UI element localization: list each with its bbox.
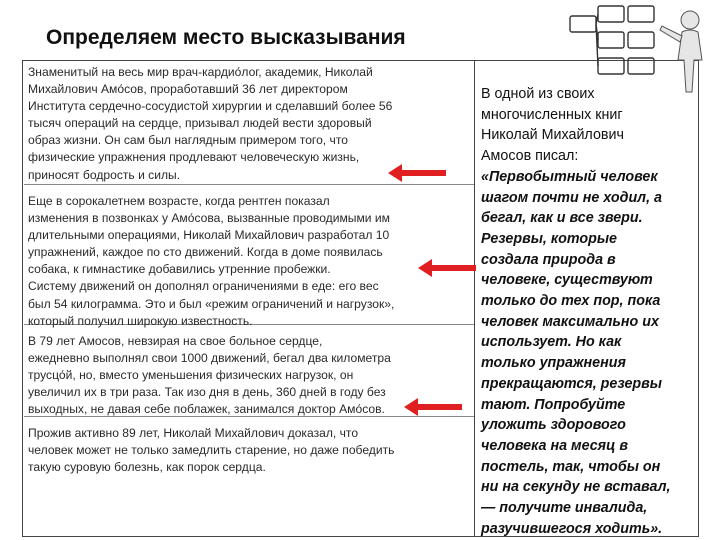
amosov-quote: «Первобытный человек шагом почти не ходил, а бегал, как и все звери. Резервы, которые создала природа в человеке, существуют только до тех пор, пока человек максимально их использует. Но как только упражнения прекращаются, резервы тают. Попробуйте уложить здорового человека на месяц в постель, так, чтобы он ни на секунду не вставал, — получите инвалида, разучившегося ходить». xyxy=(481,168,671,537)
paragraph-3-text: В 79 лет Амосов, невзирая на свое больное сердце, ежедневно выполнял свои 1000 движений, бегал два километра трусцо́й, но, вместо уменьшения физических нагрузок, он увеличил их в три раза. Так изо дня в день, 360 дней в году без выходных, не давая себе поблажек, занимался доктор Амо́сов. xyxy=(28,334,391,417)
left-arrow-icon xyxy=(388,163,446,183)
column-divider xyxy=(474,60,475,537)
page-title: Определяем место высказывания xyxy=(46,26,406,49)
left-column xyxy=(24,62,474,502)
paragraph-2-text: Еще в сорокалетнем возрасте, когда рентген показал изменения в позвонках у Амо́сова, вызванные проводимыми им длительными операциями, Николай Михайлович разработал 10 упражнений, каждое по сто движений. Когда в доме появилась собака, к гимнастике добавились утренние пробежки. Систему движений он дополнял ограничениями в еде: его вес был 54 килограмма. Это и был «режим ограничений и нагрузок», который получил широкую известность. xyxy=(28,194,395,328)
quote-intro: В одной из своих многочисленных книг Николай Михайлович Амосов писал: xyxy=(481,86,624,165)
paragraph-4-text: Прожив активно 89 лет, Николай Михайлович доказал, что человек может не только замедлить старение, но даже победить такую суровую болезнь, как порок сердца. xyxy=(28,426,395,475)
flowchart-figure-icon xyxy=(562,2,716,102)
paragraph-2 xyxy=(24,191,474,328)
left-arrow-icon xyxy=(404,397,462,417)
left-arrow-icon xyxy=(418,258,476,278)
paragraph-1-text: Знаменитый на весь мир врач-кардио́лог, академик, Николай Михайлович Амо́сов, проработавший 36 лет директором Института сердечно-сосудистой хирургии и сделавший более 56 тысяч операций на сердце, призывал людей вести здоровый образ жизни. Он сам был наглядным примером того, что физические упражнения продлевают человеческую жизнь, приносят бодрость и силы. xyxy=(28,65,393,182)
paragraph-4 xyxy=(24,423,474,496)
right-column xyxy=(481,84,693,539)
